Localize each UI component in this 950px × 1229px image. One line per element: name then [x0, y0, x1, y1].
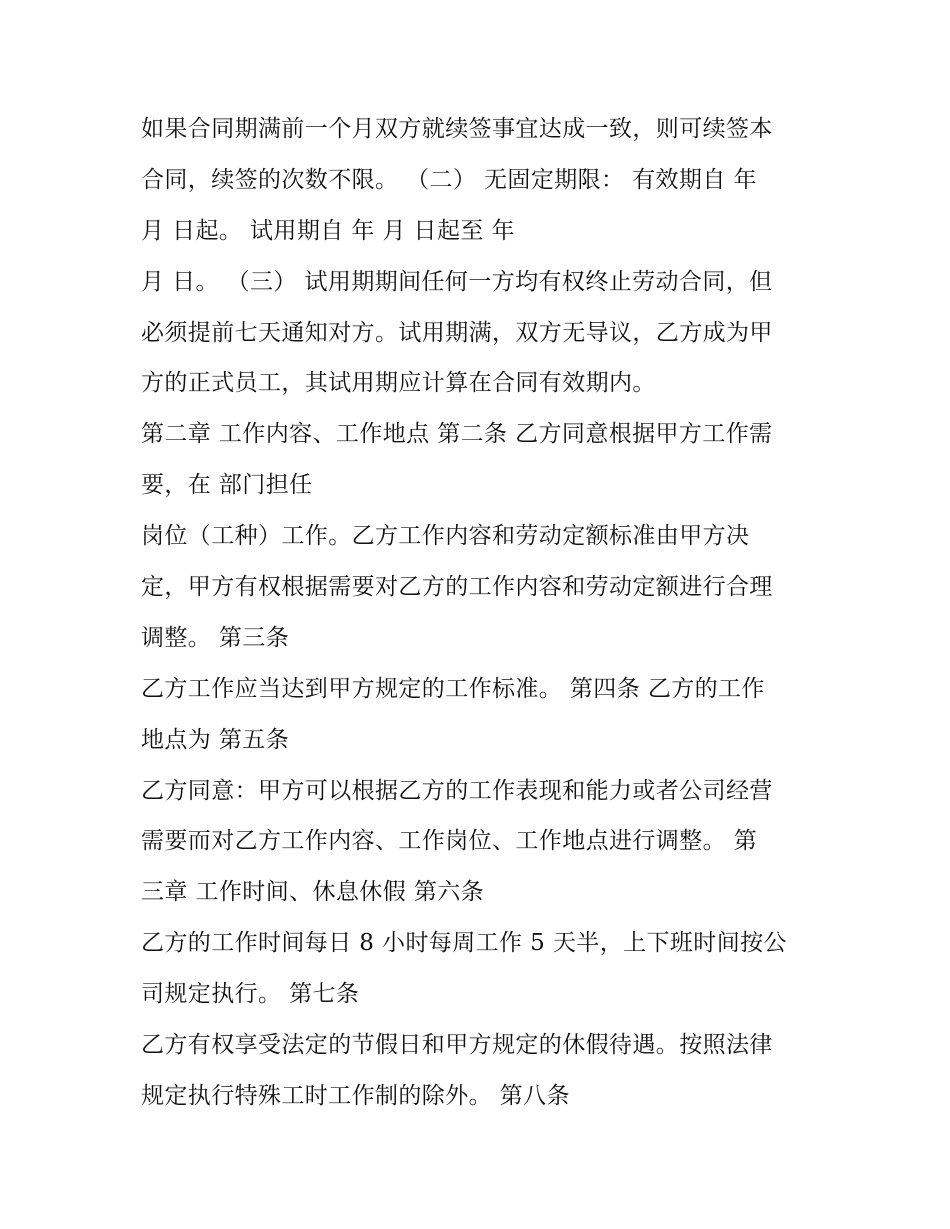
text-line: 如果合同期满前一个月双方就续签事宜达成一致，则可续签本	[141, 116, 773, 142]
text-line: 定，甲方有权根据需要对乙方的工作内容和劳动定额进行合理	[141, 574, 773, 601]
text-line: 合同，续签的次数不限。 （二） 无固定期限： 有效期自 年	[141, 166, 757, 193]
text-line: 三章 工作时间、休息休假 第六条	[141, 879, 485, 906]
text-line: 第二章 工作内容、工作地点 第二条 乙方同意根据甲方工作需	[141, 421, 773, 448]
text-line: 规定执行特殊工时工作制的除外。 第八条	[141, 1082, 570, 1109]
text-line: 乙方工作应当达到甲方规定的工作标准。 第四条 乙方的工作	[141, 675, 765, 702]
text-line: 必须提前七天通知对方。试用期满，双方无导议，乙方成为甲	[141, 319, 773, 346]
text-line: 调整。 第三条	[141, 624, 290, 651]
text-line: 方的正式员工，其试用期应计算在合同有效期内。	[141, 370, 656, 397]
text-line: 乙方同意：甲方可以根据乙方的工作表现和能力或者公司经营	[141, 777, 773, 804]
text-line: 乙方有权享受法定的节假日和甲方规定的休假待遇。按照法律	[141, 1032, 773, 1059]
text-line: 岗位（工种）工作。乙方工作内容和劳动定额标准由甲方决	[141, 523, 750, 550]
text-line: 要，在 部门担任	[141, 472, 313, 499]
text-line: 地点为 第五条	[141, 726, 290, 753]
text-line: 月 日起。 试用期自 年 月 日起至 年	[141, 217, 515, 244]
text-line: 月 日。 （三） 试用期期间任何一方均有权终止劳动合同，但	[141, 268, 773, 295]
text-line: 需要而对乙方工作内容、工作岗位、工作地点进行调整。 第	[141, 828, 758, 855]
text-line: 司规定执行。 第七条	[141, 981, 360, 1008]
text-line: 乙方的工作时间每日 8 小时每周工作 5 天半，上下班时间按公	[141, 930, 787, 957]
contract-body-text	[141, 109, 821, 1127]
